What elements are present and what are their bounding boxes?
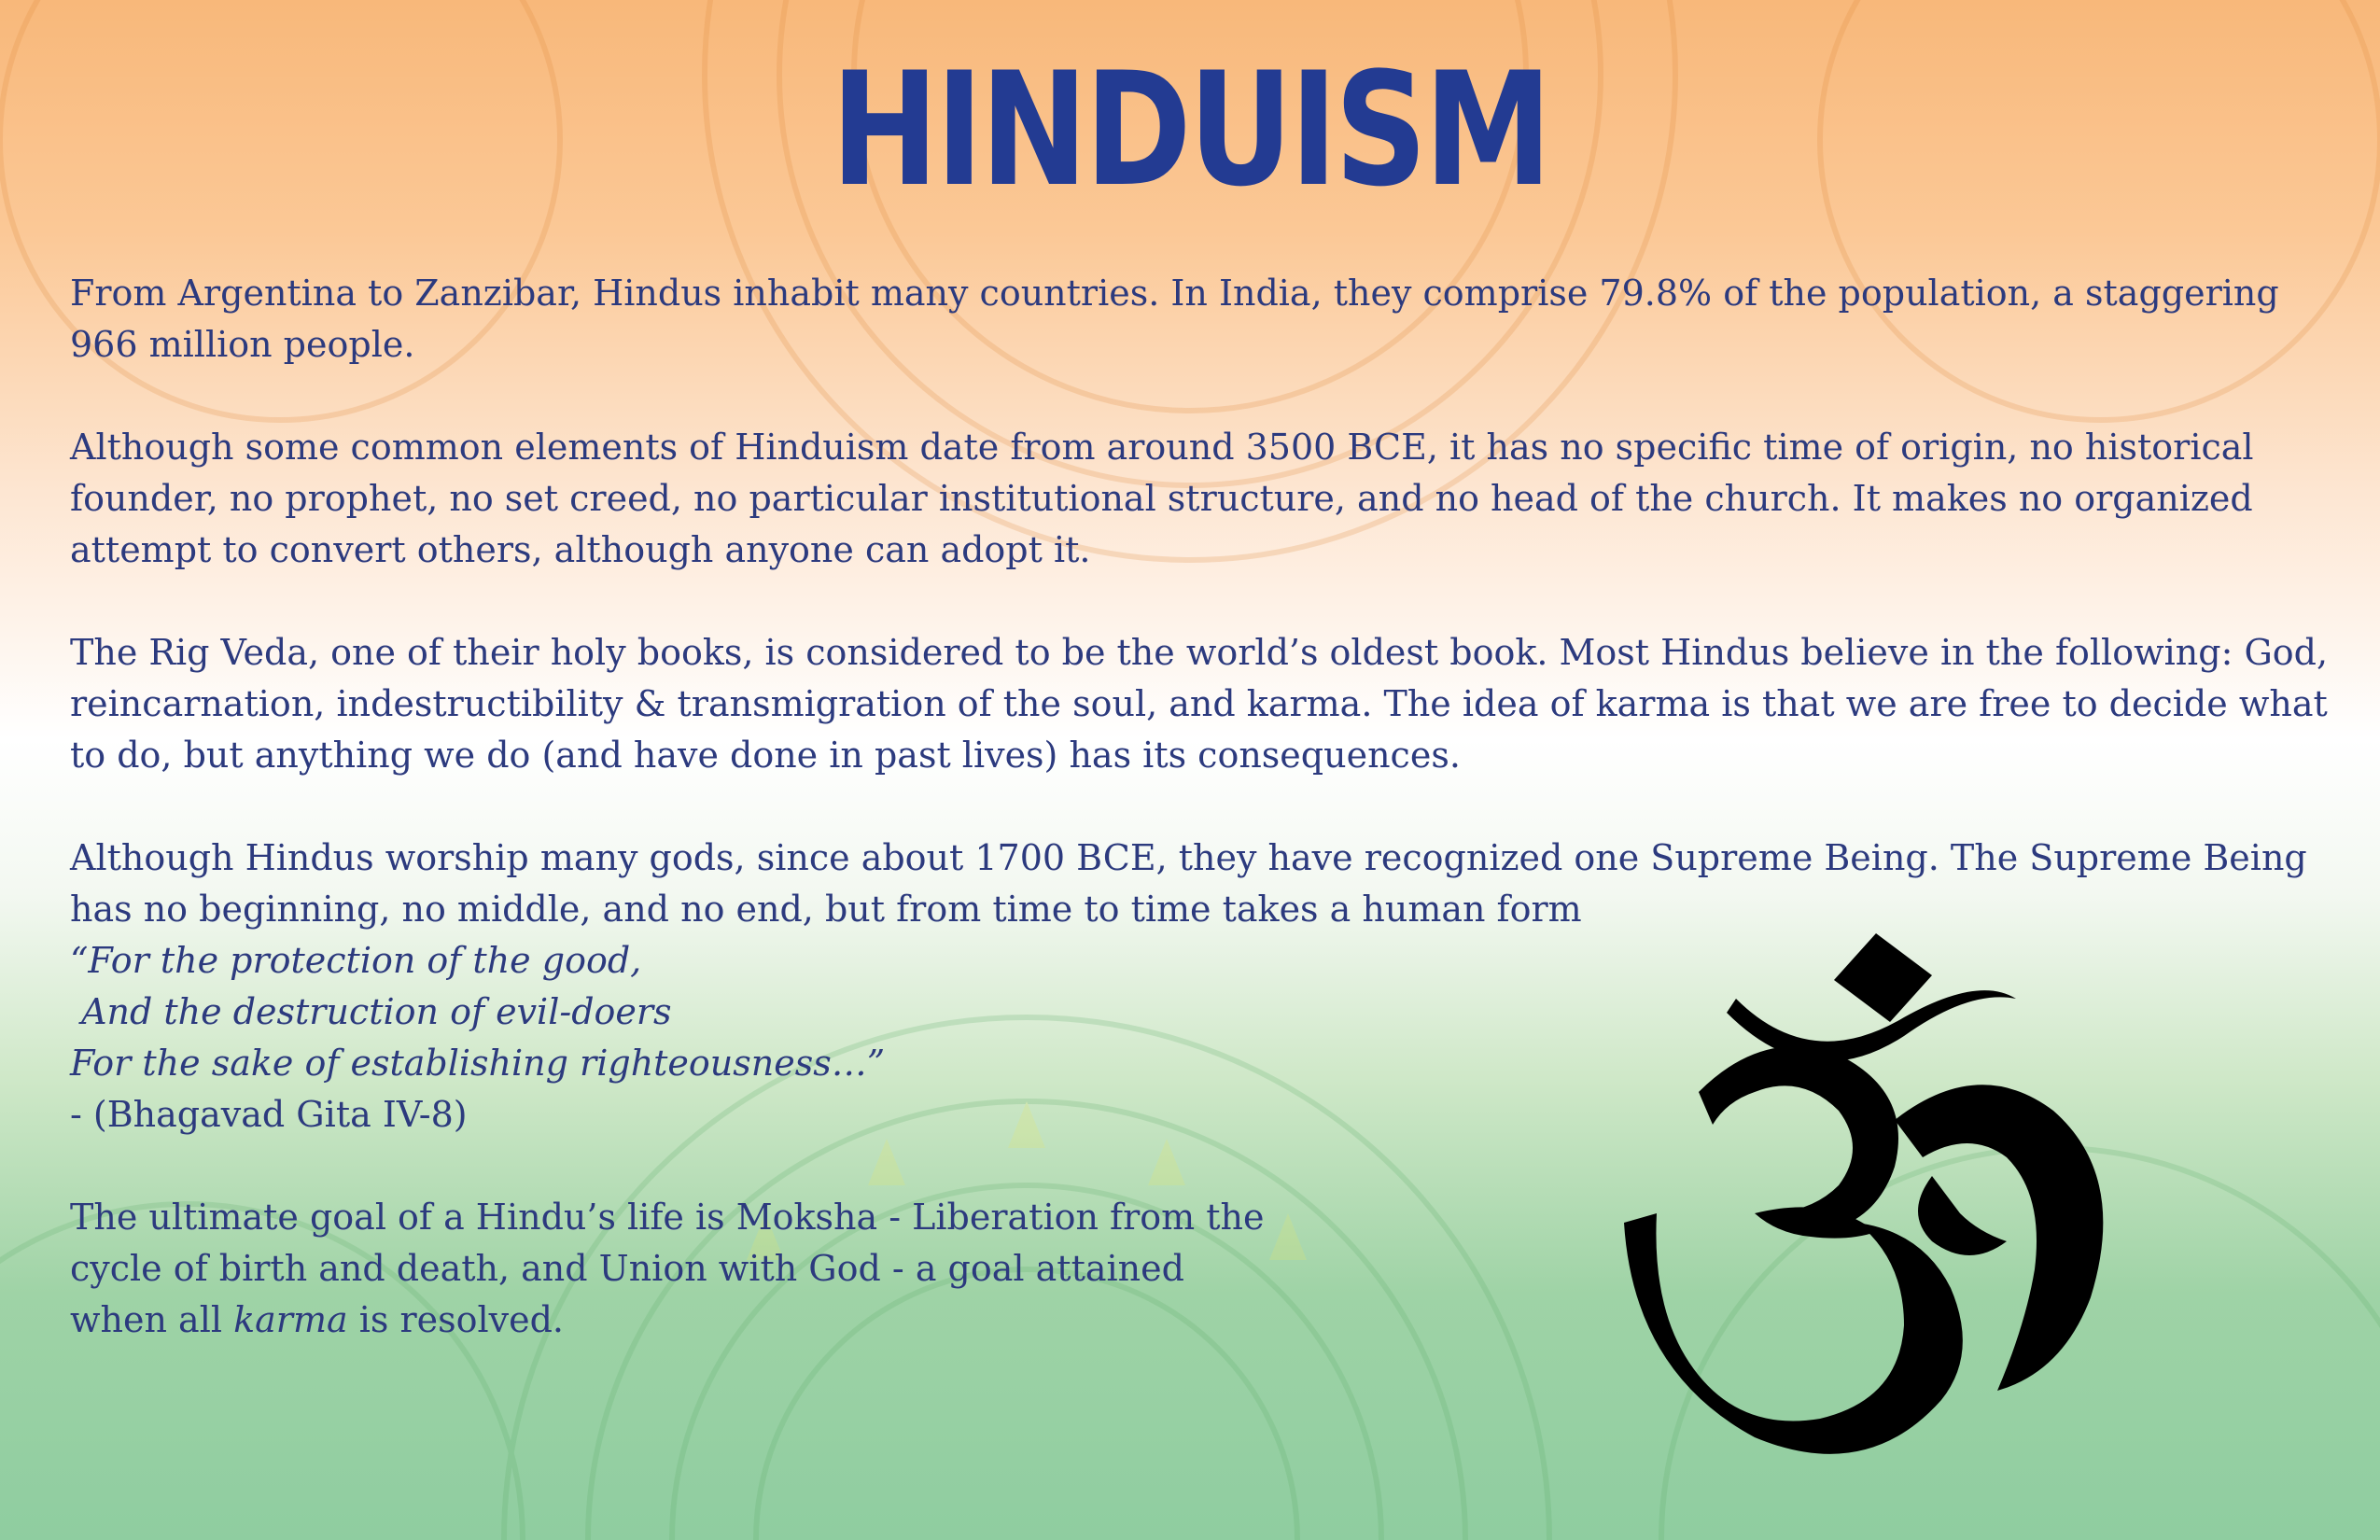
goal-text-end: is resolved. bbox=[347, 1299, 564, 1340]
paragraph-beliefs: The Rig Veda, one of their holy books, is considered to be the world’s oldest book. Most Hindus believe in the following: God, reincarnation, indestructibility & transmigration of the soul, and karma. The idea of karma is that we are free to decide what to do, but anything we do (and have done in past lives) has its consequences. bbox=[70, 632, 2329, 776]
quote-source: - (Bhagavad Gita IV-8) bbox=[70, 1094, 468, 1135]
paragraph-origins: Although some common elements of Hinduism date from around 3500 BCE, it has no specific time of origin, no historical founder, no prophet, no set creed, no particular institutional structure, and no head of the church. It makes no organized attempt to convert others, although anyone can adopt it. bbox=[70, 427, 2254, 570]
paragraph-population: From Argentina to Zanzibar, Hindus inhabit many countries. In India, they comprise 79.8% of the population, a staggering 966 million people. bbox=[70, 273, 2279, 365]
quote-line-2: And the destruction of evil-doers bbox=[70, 991, 672, 1032]
goal-text-start: The ultimate goal of a Hindu’s life is Moksha - Liberation from the cycle of birth and death, and Union with God - a goal attained when all bbox=[70, 1197, 1265, 1340]
quote-line-1: “For the protection of the good, bbox=[70, 940, 642, 981]
page-title: HINDUISM bbox=[831, 38, 1549, 221]
paragraph-moksha bbox=[70, 1192, 1283, 1346]
quote-line-3: For the sake of establishing righteousness…” bbox=[70, 1043, 886, 1084]
om-icon bbox=[1624, 933, 2128, 1456]
paragraph-supreme-being: Although Hindus worship many gods, since about 1700 BCE, they have recognized one Supreme Being. The Supreme Being has no beginning, no middle, and no end, but from time to time takes a human form bbox=[70, 837, 2307, 930]
goal-text-karma: karma bbox=[233, 1299, 348, 1340]
